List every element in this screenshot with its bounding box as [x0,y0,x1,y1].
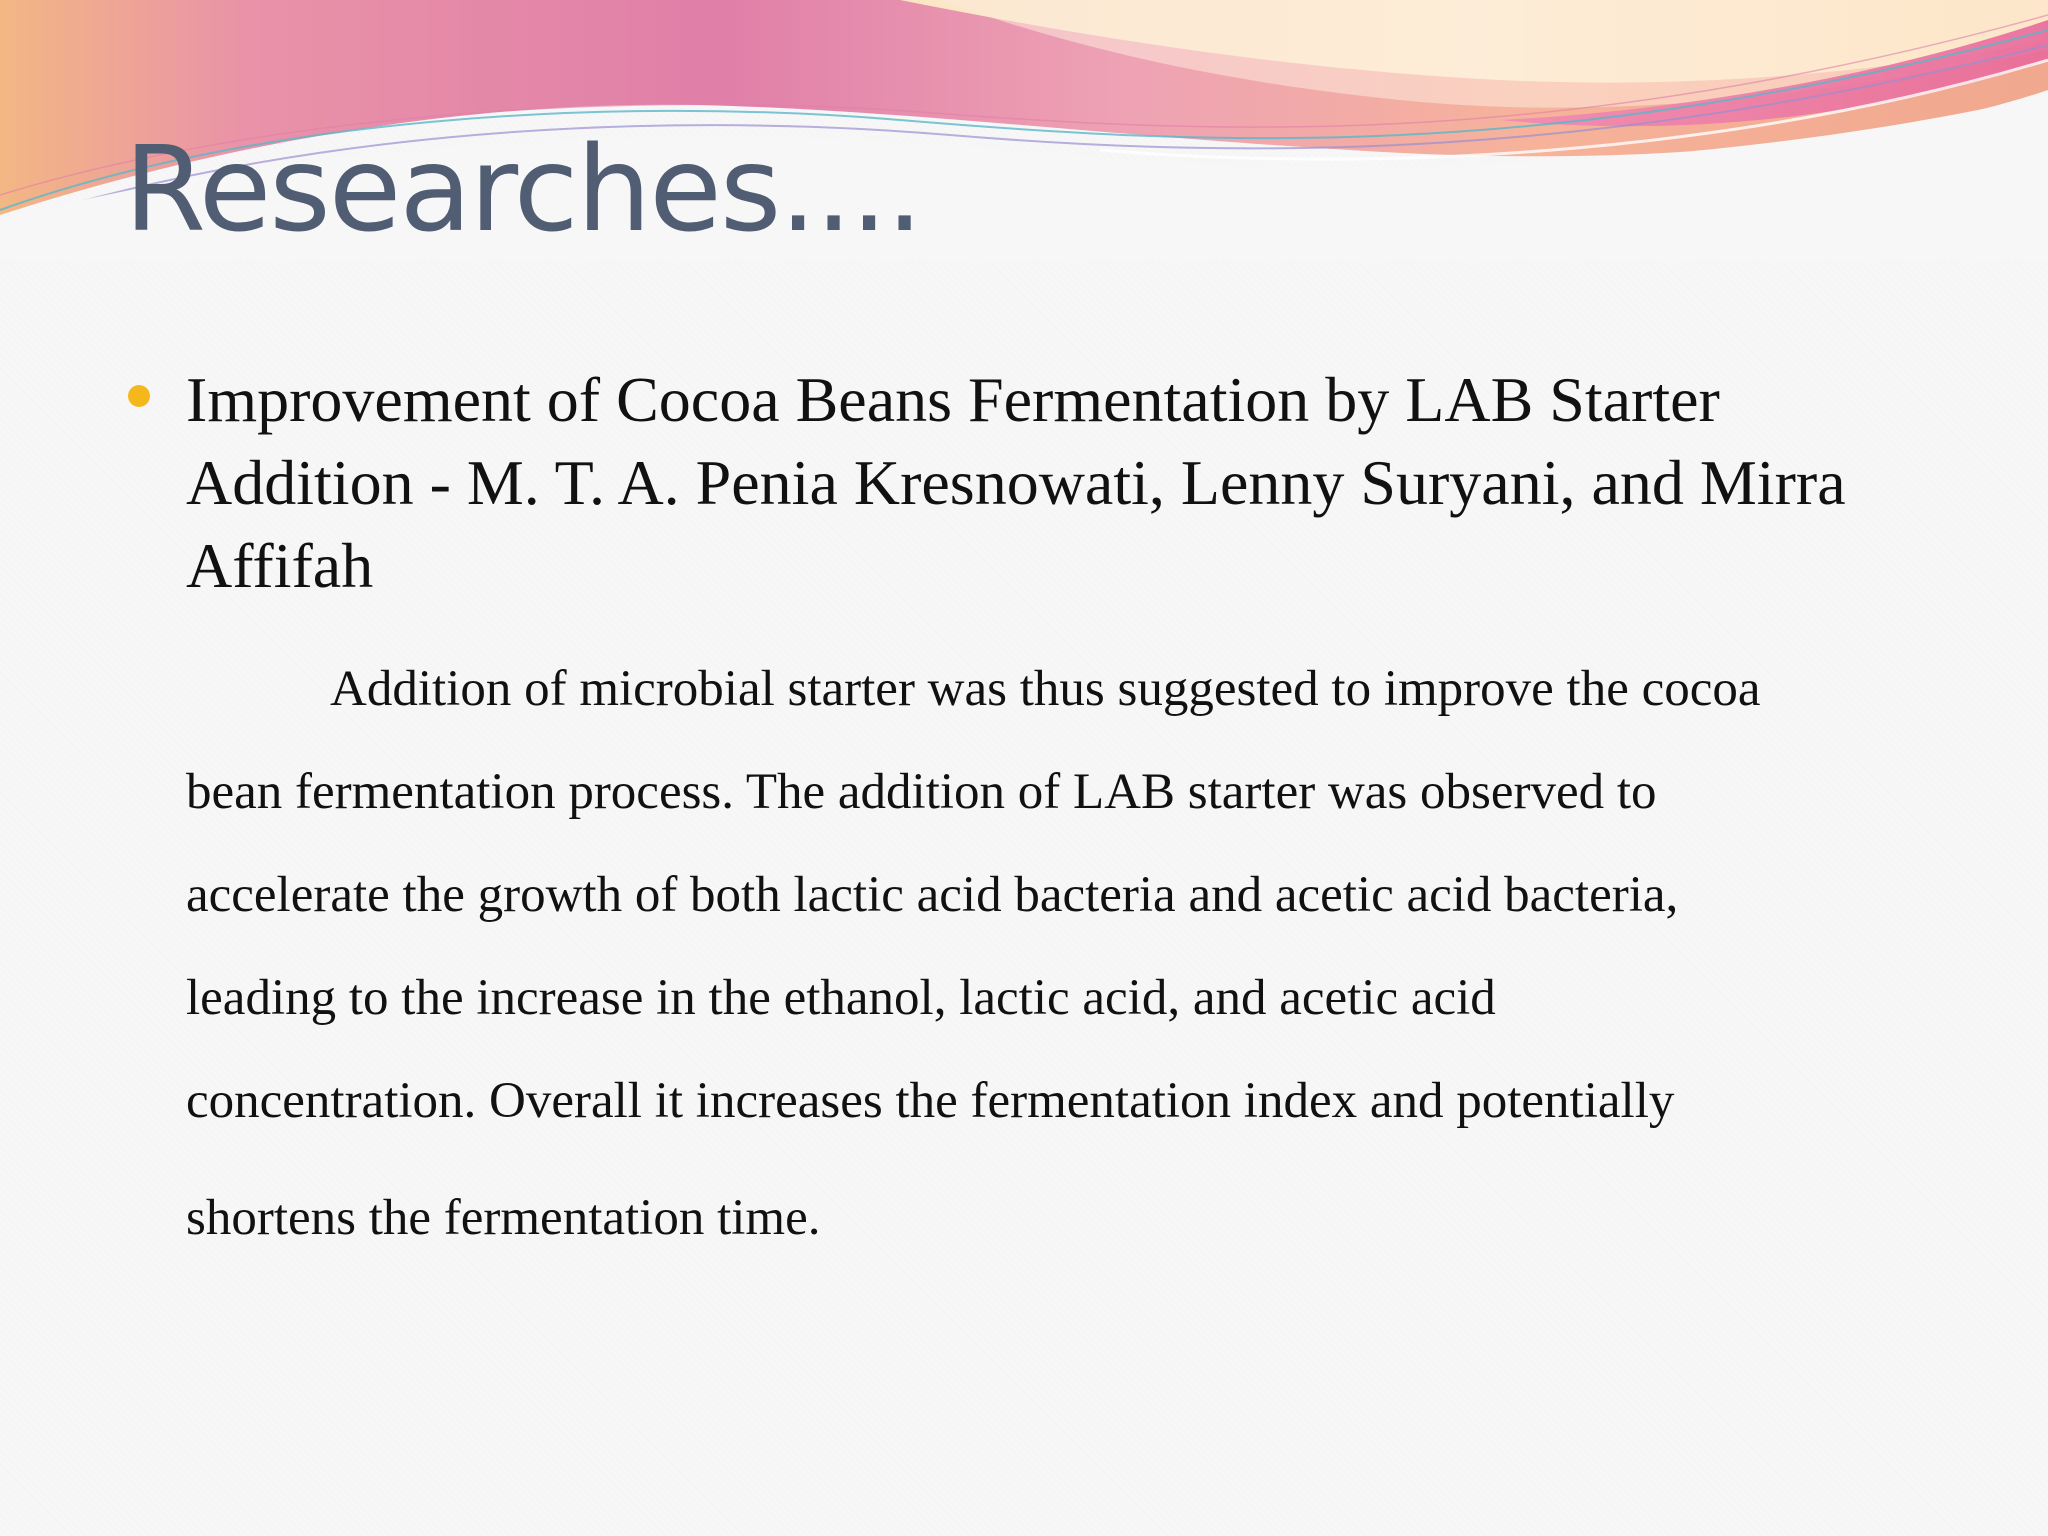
paragraph-line: leading to the increase in the ethanol, lactic acid, and acetic acid [186,970,1496,1026]
slide-title: Researches.... [124,120,922,258]
paragraph-line: concentration. Overall it increases the fermentation index and potentially [186,1073,1675,1129]
paragraph-line: Addition of microbial starter was thus suggested to improve the cocoa [330,661,1761,717]
paragraph-line: bean fermentation process. The addition of LAB starter was observed to [186,764,1657,820]
paragraph-line: accelerate the growth of both lactic acid bacteria and acetic acid bacteria, [186,867,1679,923]
bullet-text: Improvement of Cocoa Beans Fermentation by LAB Starter Addition - M. T. A. Penia Kresnowati, Lenny Suryani, and Mirra Affifah [186,364,1846,601]
paragraph-line: shortens the fermentation time. [186,1190,821,1246]
bullet-icon [128,385,150,407]
